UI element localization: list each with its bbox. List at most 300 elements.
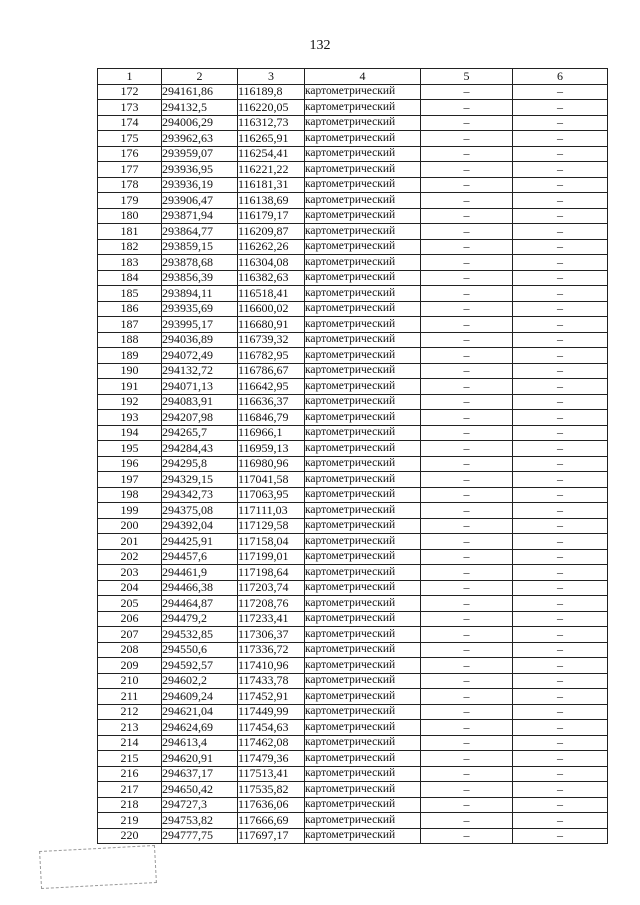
point-number: 214 [98,735,162,751]
table-row [98,658,608,674]
method: картометрический [305,828,421,844]
point-number: 185 [98,286,162,302]
y-coordinate: 116980,96 [238,456,305,472]
table-row [98,363,608,379]
table-row [98,379,608,395]
column-6-value: – [513,332,608,348]
table-row [98,224,608,240]
column-6-value: – [513,751,608,767]
column-5-value: – [421,642,513,658]
column-6-value: – [513,84,608,100]
y-coordinate: 116138,69 [238,193,305,209]
table-row [98,255,608,271]
method: картометрический [305,782,421,798]
method: картометрический [305,689,421,705]
table-row [98,286,608,302]
point-number: 219 [98,813,162,829]
column-5-value: – [421,270,513,286]
y-coordinate: 116846,79 [238,410,305,426]
y-coordinate: 117199,01 [238,549,305,565]
table-row [98,534,608,550]
column-6-value: – [513,673,608,689]
column-6-value: – [513,735,608,751]
table-row [98,394,608,410]
point-number: 217 [98,782,162,798]
method: картометрический [305,565,421,581]
column-5-value: – [421,596,513,612]
column-5-value: – [421,286,513,302]
point-number: 189 [98,348,162,364]
column-5-value: – [421,348,513,364]
column-header-6: 6 [513,69,608,85]
x-coordinate: 294161,86 [162,84,238,100]
column-5-value: – [421,704,513,720]
column-6-value: – [513,565,608,581]
method: картометрический [305,348,421,364]
column-6-value: – [513,704,608,720]
x-coordinate: 294329,15 [162,472,238,488]
point-number: 204 [98,580,162,596]
table-row [98,735,608,751]
column-6-value: – [513,301,608,317]
table-row [98,456,608,472]
method: картометрический [305,208,421,224]
x-coordinate: 294466,38 [162,580,238,596]
column-5-value: – [421,363,513,379]
table-row [98,813,608,829]
point-number: 213 [98,720,162,736]
point-number: 202 [98,549,162,565]
x-coordinate: 294036,89 [162,332,238,348]
y-coordinate: 117208,76 [238,596,305,612]
y-coordinate: 117535,82 [238,782,305,798]
column-6-value: – [513,797,608,813]
table-row [98,549,608,565]
method: картометрический [305,84,421,100]
table-row [98,332,608,348]
column-6-value: – [513,115,608,131]
method: картометрический [305,797,421,813]
point-number: 210 [98,673,162,689]
y-coordinate: 117697,17 [238,828,305,844]
method: картометрический [305,363,421,379]
column-5-value: – [421,828,513,844]
method: картометрический [305,611,421,627]
y-coordinate: 116782,95 [238,348,305,364]
column-6-value: – [513,239,608,255]
method: картометрический [305,456,421,472]
column-6-value: – [513,720,608,736]
column-5-value: – [421,425,513,441]
column-6-value: – [513,255,608,271]
x-coordinate: 294609,24 [162,689,238,705]
point-number: 182 [98,239,162,255]
column-5-value: – [421,797,513,813]
y-coordinate: 117433,78 [238,673,305,689]
column-5-value: – [421,379,513,395]
column-6-value: – [513,286,608,302]
column-6-value: – [513,472,608,488]
y-coordinate: 116518,41 [238,286,305,302]
method: картометрический [305,596,421,612]
method: картометрический [305,286,421,302]
point-number: 207 [98,627,162,643]
point-number: 208 [98,642,162,658]
table-row [98,627,608,643]
y-coordinate: 117454,63 [238,720,305,736]
x-coordinate: 294071,13 [162,379,238,395]
method: картометрический [305,301,421,317]
y-coordinate: 117063,95 [238,487,305,503]
column-6-value: – [513,534,608,550]
method: картометрический [305,751,421,767]
y-coordinate: 116262,26 [238,239,305,255]
column-6-value: – [513,193,608,209]
x-coordinate: 294592,57 [162,658,238,674]
column-5-value: – [421,813,513,829]
table-row [98,828,608,844]
method: картометрический [305,735,421,751]
y-coordinate: 117129,58 [238,518,305,534]
point-number: 181 [98,224,162,240]
table-row [98,193,608,209]
y-coordinate: 116304,08 [238,255,305,271]
column-6-value: – [513,146,608,162]
column-6-value: – [513,518,608,534]
column-5-value: – [421,301,513,317]
method: картометрический [305,379,421,395]
column-6-value: – [513,208,608,224]
y-coordinate: 116636,37 [238,394,305,410]
page-number: 132 [309,38,331,53]
x-coordinate: 294457,6 [162,549,238,565]
method: картометрический [305,658,421,674]
column-6-value: – [513,410,608,426]
column-5-value: – [421,100,513,116]
y-coordinate: 116179,17 [238,208,305,224]
y-coordinate: 116220,05 [238,100,305,116]
column-6-value: – [513,394,608,410]
column-6-value: – [513,456,608,472]
column-5-value: – [421,518,513,534]
x-coordinate: 294621,04 [162,704,238,720]
column-6-value: – [513,162,608,178]
x-coordinate: 294464,87 [162,596,238,612]
table-row [98,84,608,100]
point-number: 184 [98,270,162,286]
y-coordinate: 116189,8 [238,84,305,100]
point-number: 174 [98,115,162,131]
column-5-value: – [421,658,513,674]
x-coordinate: 294479,2 [162,611,238,627]
table-row [98,177,608,193]
y-coordinate: 116254,41 [238,146,305,162]
column-5-value: – [421,549,513,565]
method: картометрический [305,487,421,503]
point-number: 216 [98,766,162,782]
column-header-5: 5 [421,69,513,85]
column-6-value: – [513,766,608,782]
table-row [98,441,608,457]
point-number: 192 [98,394,162,410]
y-coordinate: 116209,87 [238,224,305,240]
x-coordinate: 294375,08 [162,503,238,519]
column-6-value: – [513,611,608,627]
table-row [98,782,608,798]
column-5-value: – [421,84,513,100]
column-5-value: – [421,146,513,162]
x-coordinate: 293936,95 [162,162,238,178]
y-coordinate: 117479,36 [238,751,305,767]
column-5-value: – [421,239,513,255]
method: картометрический [305,332,421,348]
column-5-value: – [421,487,513,503]
point-number: 209 [98,658,162,674]
method: картометрический [305,131,421,147]
point-number: 173 [98,100,162,116]
table-row [98,720,608,736]
method: картометрический [305,410,421,426]
y-coordinate: 116966,1 [238,425,305,441]
copy-stamp [39,845,157,889]
column-6-value: – [513,224,608,240]
point-number: 187 [98,317,162,333]
y-coordinate: 117111,03 [238,503,305,519]
table-row [98,503,608,519]
method: картометрический [305,162,421,178]
y-coordinate: 117410,96 [238,658,305,674]
table-row [98,301,608,317]
column-5-value: – [421,766,513,782]
column-6-value: – [513,642,608,658]
x-coordinate: 294613,4 [162,735,238,751]
x-coordinate: 293906,47 [162,193,238,209]
y-coordinate: 117198,64 [238,565,305,581]
column-5-value: – [421,751,513,767]
column-5-value: – [421,472,513,488]
point-number: 179 [98,193,162,209]
table-row [98,751,608,767]
table-header-row [98,69,608,85]
table-row [98,673,608,689]
point-number: 198 [98,487,162,503]
y-coordinate: 116382,63 [238,270,305,286]
y-coordinate: 117666,69 [238,813,305,829]
table-row [98,487,608,503]
method: картометрический [305,115,421,131]
method: картометрический [305,239,421,255]
column-5-value: – [421,208,513,224]
point-number: 188 [98,332,162,348]
point-number: 220 [98,828,162,844]
x-coordinate: 293864,77 [162,224,238,240]
method: картометрический [305,100,421,116]
table-row [98,115,608,131]
y-coordinate: 117452,91 [238,689,305,705]
column-6-value: – [513,487,608,503]
method: картометрический [305,720,421,736]
x-coordinate: 293995,17 [162,317,238,333]
method: картометрический [305,813,421,829]
x-coordinate: 294295,8 [162,456,238,472]
column-header-2: 2 [162,69,238,85]
y-coordinate: 116181,31 [238,177,305,193]
column-6-value: – [513,828,608,844]
column-6-value: – [513,813,608,829]
method: картометрический [305,177,421,193]
x-coordinate: 294637,17 [162,766,238,782]
point-number: 193 [98,410,162,426]
y-coordinate: 116600,02 [238,301,305,317]
y-coordinate: 117306,37 [238,627,305,643]
column-6-value: – [513,627,608,643]
x-coordinate: 294425,91 [162,534,238,550]
method: картометрический [305,673,421,689]
point-number: 177 [98,162,162,178]
table-row [98,162,608,178]
table-body [98,84,608,844]
point-number: 195 [98,441,162,457]
column-header-1: 1 [98,69,162,85]
method: картометрический [305,503,421,519]
x-coordinate: 293959,07 [162,146,238,162]
column-5-value: – [421,720,513,736]
x-coordinate: 293935,69 [162,301,238,317]
point-number: 201 [98,534,162,550]
method: картометрический [305,270,421,286]
method: картометрический [305,627,421,643]
column-5-value: – [421,317,513,333]
column-5-value: – [421,162,513,178]
table-row [98,689,608,705]
column-5-value: – [421,627,513,643]
x-coordinate: 293871,94 [162,208,238,224]
table-row [98,239,608,255]
y-coordinate: 117336,72 [238,642,305,658]
table-row [98,146,608,162]
x-coordinate: 294727,3 [162,797,238,813]
y-coordinate: 117158,04 [238,534,305,550]
table-row [98,410,608,426]
table-row [98,270,608,286]
x-coordinate: 294753,82 [162,813,238,829]
column-6-value: – [513,549,608,565]
y-coordinate: 116739,32 [238,332,305,348]
x-coordinate: 294342,73 [162,487,238,503]
y-coordinate: 117449,99 [238,704,305,720]
point-number: 199 [98,503,162,519]
x-coordinate: 294532,85 [162,627,238,643]
column-6-value: – [513,425,608,441]
column-6-value: – [513,270,608,286]
column-5-value: – [421,534,513,550]
column-5-value: – [421,441,513,457]
x-coordinate: 294006,29 [162,115,238,131]
column-5-value: – [421,332,513,348]
method: картометрический [305,704,421,720]
column-6-value: – [513,689,608,705]
point-number: 178 [98,177,162,193]
table-row [98,704,608,720]
point-number: 211 [98,689,162,705]
column-6-value: – [513,131,608,147]
table-row [98,348,608,364]
point-number: 206 [98,611,162,627]
method: картометрический [305,224,421,240]
point-number: 215 [98,751,162,767]
point-number: 218 [98,797,162,813]
method: картометрический [305,549,421,565]
table-row [98,317,608,333]
column-6-value: – [513,100,608,116]
table-row [98,565,608,581]
y-coordinate: 117203,74 [238,580,305,596]
column-5-value: – [421,611,513,627]
x-coordinate: 293894,11 [162,286,238,302]
x-coordinate: 294207,98 [162,410,238,426]
point-number: 197 [98,472,162,488]
column-5-value: – [421,131,513,147]
method: картометрический [305,642,421,658]
x-coordinate: 293856,39 [162,270,238,286]
column-5-value: – [421,782,513,798]
method: картометрический [305,193,421,209]
point-number: 200 [98,518,162,534]
column-5-value: – [421,410,513,426]
y-coordinate: 117041,58 [238,472,305,488]
y-coordinate: 116786,67 [238,363,305,379]
y-coordinate: 117233,41 [238,611,305,627]
x-coordinate: 294620,91 [162,751,238,767]
y-coordinate: 117513,41 [238,766,305,782]
x-coordinate: 294550,6 [162,642,238,658]
table-row [98,642,608,658]
column-5-value: – [421,115,513,131]
y-coordinate: 116265,91 [238,131,305,147]
column-header-3: 3 [238,69,305,85]
y-coordinate: 116959,13 [238,441,305,457]
method: картометрический [305,146,421,162]
x-coordinate: 293859,15 [162,239,238,255]
column-5-value: – [421,177,513,193]
column-6-value: – [513,782,608,798]
column-6-value: – [513,580,608,596]
point-number: 175 [98,131,162,147]
column-6-value: – [513,348,608,364]
y-coordinate: 116221,22 [238,162,305,178]
point-number: 191 [98,379,162,395]
column-5-value: – [421,255,513,271]
method: картометрический [305,425,421,441]
table-row [98,131,608,147]
column-5-value: – [421,735,513,751]
x-coordinate: 294602,2 [162,673,238,689]
method: картометрический [305,394,421,410]
column-header-4: 4 [305,69,421,85]
point-number: 194 [98,425,162,441]
x-coordinate: 294624,69 [162,720,238,736]
x-coordinate: 294777,75 [162,828,238,844]
method: картометрический [305,472,421,488]
method: картометрический [305,317,421,333]
column-5-value: – [421,689,513,705]
method: картометрический [305,441,421,457]
column-5-value: – [421,503,513,519]
x-coordinate: 294265,7 [162,425,238,441]
method: картометрический [305,534,421,550]
point-number: 183 [98,255,162,271]
x-coordinate: 294132,5 [162,100,238,116]
